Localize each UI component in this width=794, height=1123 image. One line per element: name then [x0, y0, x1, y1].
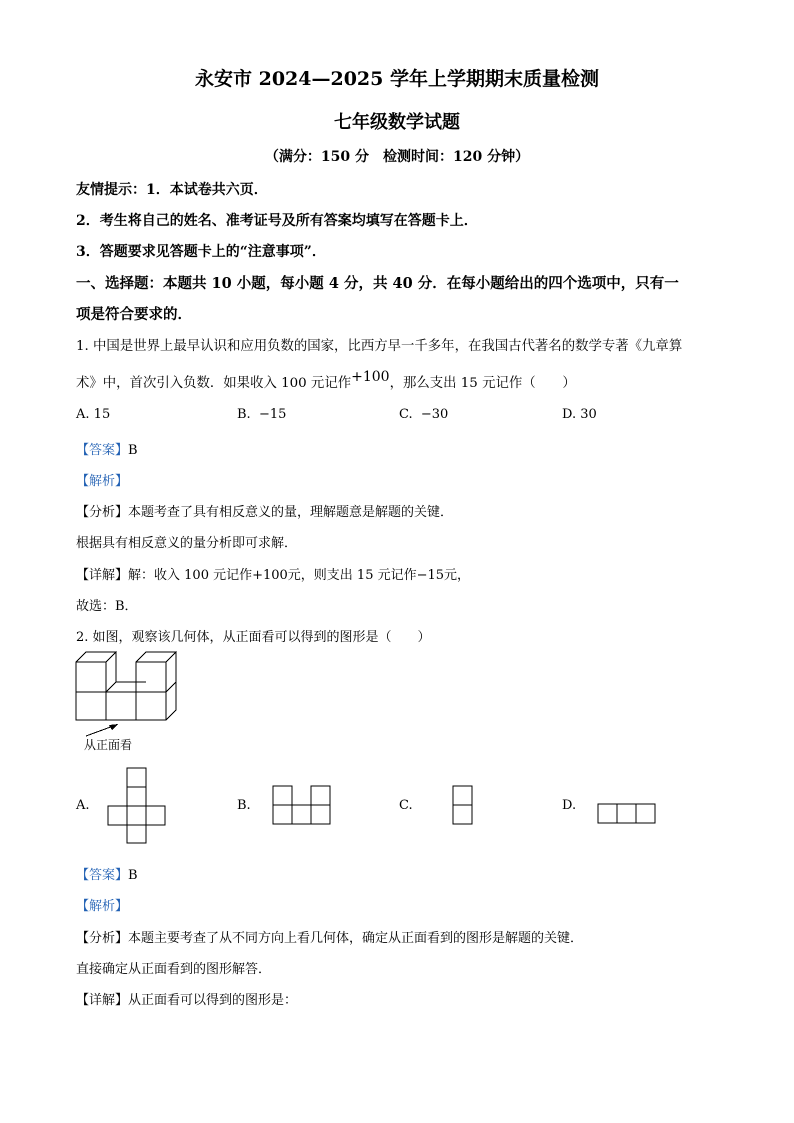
q1-option-b-value: −15	[258, 407, 287, 422]
q1-stem-math: +100	[351, 369, 390, 385]
q1-option-b-label: B.	[237, 407, 251, 422]
q1-option-a	[76, 407, 110, 422]
q1-option-a-label: A.	[76, 407, 90, 422]
exam-title: 永安市 2024—2025 学年上学期期末质量检测	[195, 68, 599, 90]
q1-stem-line1: 1. 中国是世界上最早认识和应用负数的国家，比西方早一千多年，在我国古代著名的数学专著《九章算	[76, 339, 683, 354]
q2-analysis-tag: 【解析】	[76, 899, 129, 914]
q2-xiangjie-tag: 【详解】	[76, 993, 129, 1008]
q2-fenxi	[76, 927, 583, 946]
note-2: 2．考生将自己的姓名、准考证号及所有答案均填写在答题卡上．	[76, 213, 478, 229]
q1-answer-value: B	[128, 443, 138, 458]
q2-stem: 2. 如图，观察该几何体，从正面看可以得到的图形是（ ）	[76, 630, 431, 645]
q1-option-a-value: 15	[93, 407, 111, 422]
q1-fenxi-text: 本题考查了具有相反意义的量，理解题意是解题的关键．	[128, 505, 454, 520]
q2-xiangjie	[76, 989, 297, 1008]
q1-option-d-label: D.	[562, 407, 577, 422]
q1-xiangjie-tag: 【详解】	[76, 568, 129, 583]
q2-answer-tag: 【答案】	[76, 868, 129, 883]
q1-xiangjie	[76, 564, 470, 583]
section-heading-line2: 项是符合要求的．	[76, 306, 192, 323]
q2-solid-figure	[74, 648, 184, 726]
q2-option-c-figure	[452, 785, 474, 825]
q2-option-c-label: C.	[399, 798, 413, 813]
q1-option-b	[237, 407, 286, 422]
q1-conclusion: 故选：B．	[76, 599, 138, 614]
q2-answer	[76, 864, 138, 883]
exam-meta: （满分：150 分 检测时间：120 分钟）	[264, 149, 530, 165]
q2-option-b-figure	[272, 785, 332, 825]
q1-fenxi-tag: 【分析】	[76, 505, 129, 520]
q1-method: 根据具有相反意义的量分析即可求解．	[76, 536, 298, 551]
q2-option-b-label: B.	[237, 798, 251, 813]
q1-answer-tag: 【答案】	[76, 443, 129, 458]
q1-option-d-value: 30	[580, 407, 597, 422]
q1-xiangjie-text: 解：收入 100 元记作+100元，则支出 15 元记作−15元，	[128, 568, 471, 583]
q2-fenxi-text: 本题主要考查了从不同方向上看几何体，确定从正面看到的图形是解题的关键．	[128, 931, 584, 946]
exam-subtitle: 七年级数学试题	[334, 112, 460, 133]
q2-xiangjie-text: 从正面看可以得到的图形是：	[128, 993, 298, 1008]
note-1: 友情提示：1．本试卷共六页．	[76, 182, 268, 198]
q1-stem-text-a: 术》中，首次引入负数．如果收入 100 元记作	[76, 376, 352, 391]
q1-option-c-label: C.	[399, 407, 413, 422]
q2-fenxi-tag: 【分析】	[76, 931, 129, 946]
q2-figure-label: 从正面看	[84, 738, 133, 752]
q1-analysis-tag: 【解析】	[76, 474, 129, 489]
note-3: 3．答题要求见答题卡上的“注意事项”．	[76, 244, 326, 260]
q1-fenxi	[76, 501, 453, 520]
q1-option-d	[562, 407, 597, 422]
section-heading-line1: 一、选择题：本题共 10 小题，每小题 4 分，共 40 分．在每小题给出的四个选项中，只有一	[76, 275, 679, 292]
q2-answer-value: B	[128, 868, 138, 883]
q1-stem-line2	[76, 369, 576, 391]
q1-option-c	[399, 407, 448, 422]
q1-stem-text-b: ，那么支出 15 元记作（ ）	[389, 376, 576, 391]
q2-option-d-figure	[597, 803, 657, 825]
q2-option-d-label: D.	[562, 798, 577, 813]
q2-method: 直接确定从正面看到的图形解答．	[76, 962, 272, 977]
q1-option-c-value: −30	[420, 407, 449, 422]
q2-option-a-label: A.	[76, 798, 90, 813]
q1-answer	[76, 439, 138, 458]
q2-option-a-figure	[107, 767, 167, 844]
